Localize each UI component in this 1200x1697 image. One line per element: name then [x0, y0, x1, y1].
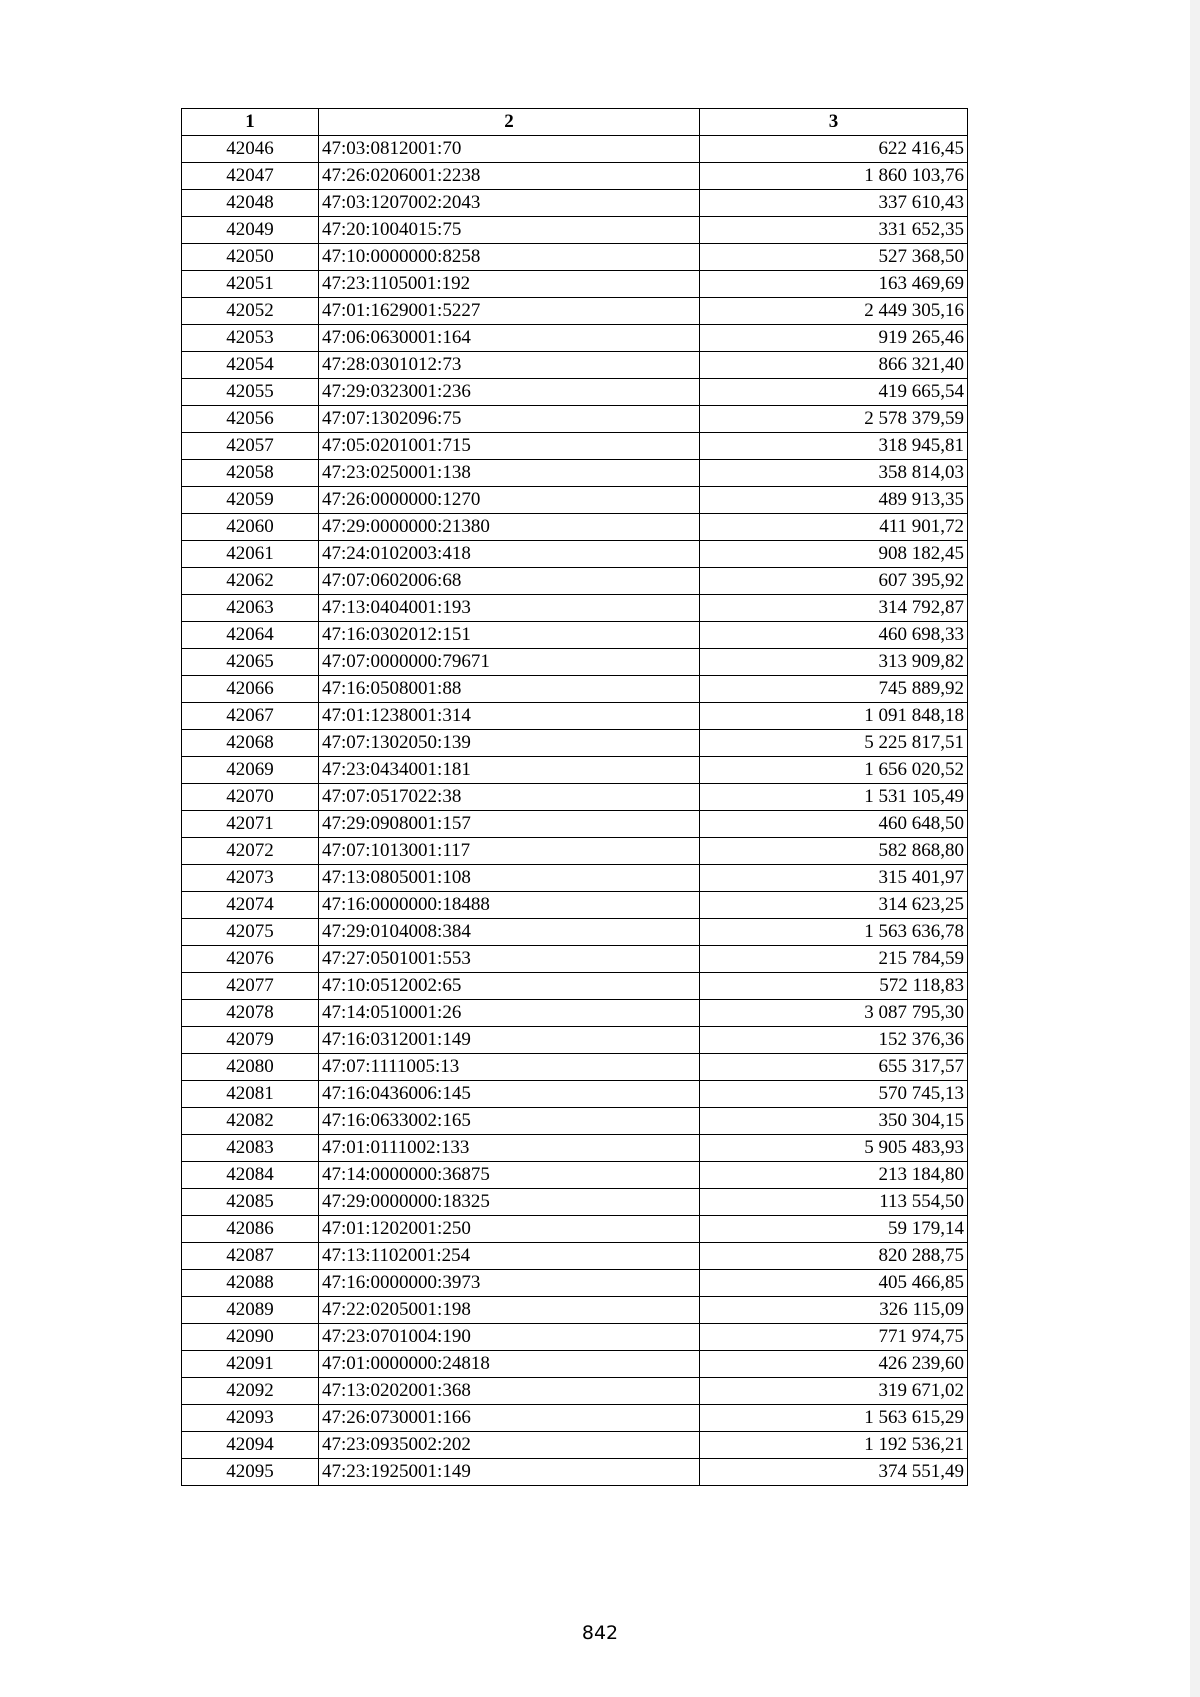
value-cell: 1 563 636,78: [700, 919, 968, 946]
cadastral-number-cell: 47:10:0000000:8258: [319, 244, 700, 271]
cadastral-number-cell: 47:23:0935002:202: [319, 1432, 700, 1459]
row-number-cell: 42049: [182, 217, 319, 244]
cadastral-number-cell: 47:01:0111002:133: [319, 1135, 700, 1162]
value-cell: 59 179,14: [700, 1216, 968, 1243]
value-cell: 919 265,46: [700, 325, 968, 352]
row-number-cell: 42070: [182, 784, 319, 811]
table-row: [182, 1189, 968, 1216]
header-cell-1: 1: [182, 109, 319, 136]
row-number-cell: 42067: [182, 703, 319, 730]
row-number-cell: 42094: [182, 1432, 319, 1459]
row-number-cell: 42050: [182, 244, 319, 271]
value-cell: 820 288,75: [700, 1243, 968, 1270]
row-number-cell: 42090: [182, 1324, 319, 1351]
value-cell: 314 792,87: [700, 595, 968, 622]
table-row: [182, 298, 968, 325]
value-cell: 908 182,45: [700, 541, 968, 568]
row-number-cell: 42080: [182, 1054, 319, 1081]
cadastral-number-cell: 47:01:1202001:250: [319, 1216, 700, 1243]
row-number-cell: 42047: [182, 163, 319, 190]
value-cell: 655 317,57: [700, 1054, 968, 1081]
table-row: [182, 217, 968, 244]
table-row: [182, 541, 968, 568]
cadastral-number-cell: 47:01:1238001:314: [319, 703, 700, 730]
row-number-cell: 42073: [182, 865, 319, 892]
cadastral-number-cell: 47:07:1302050:139: [319, 730, 700, 757]
row-number-cell: 42059: [182, 487, 319, 514]
cadastral-number-cell: 47:23:0434001:181: [319, 757, 700, 784]
value-cell: 215 784,59: [700, 946, 968, 973]
cadastral-number-cell: 47:13:1102001:254: [319, 1243, 700, 1270]
table-row: [182, 703, 968, 730]
cadastral-number-cell: 47:14:0000000:36875: [319, 1162, 700, 1189]
row-number-cell: 42095: [182, 1459, 319, 1486]
value-cell: 318 945,81: [700, 433, 968, 460]
header-cell-3: 3: [700, 109, 968, 136]
value-cell: 1 563 615,29: [700, 1405, 968, 1432]
value-cell: 1 091 848,18: [700, 703, 968, 730]
table-row: [182, 1405, 968, 1432]
table-row: [182, 811, 968, 838]
cadastral-number-cell: 47:03:0812001:70: [319, 136, 700, 163]
cadastral-number-cell: 47:29:0323001:236: [319, 379, 700, 406]
value-cell: 337 610,43: [700, 190, 968, 217]
row-number-cell: 42071: [182, 811, 319, 838]
cadastral-number-cell: 47:16:0633002:165: [319, 1108, 700, 1135]
value-cell: 319 671,02: [700, 1378, 968, 1405]
value-cell: 1 531 105,49: [700, 784, 968, 811]
value-cell: 313 909,82: [700, 649, 968, 676]
value-cell: 5 225 817,51: [700, 730, 968, 757]
row-number-cell: 42066: [182, 676, 319, 703]
table-row: [182, 1432, 968, 1459]
value-cell: 866 321,40: [700, 352, 968, 379]
row-number-cell: 42077: [182, 973, 319, 1000]
cadastral-number-cell: 47:06:0630001:164: [319, 325, 700, 352]
cadastral-number-cell: 47:14:0510001:26: [319, 1000, 700, 1027]
table-row: [182, 1054, 968, 1081]
table-row: [182, 730, 968, 757]
cadastral-number-cell: 47:07:0602006:68: [319, 568, 700, 595]
row-number-cell: 42065: [182, 649, 319, 676]
header-cell-2: 2: [319, 109, 700, 136]
row-number-cell: 42083: [182, 1135, 319, 1162]
cadastral-number-cell: 47:07:1013001:117: [319, 838, 700, 865]
cadastral-number-cell: 47:16:0000000:18488: [319, 892, 700, 919]
cadastral-number-cell: 47:24:0102003:418: [319, 541, 700, 568]
table-row: [182, 514, 968, 541]
value-cell: 2 578 379,59: [700, 406, 968, 433]
table-row: [182, 622, 968, 649]
row-number-cell: 42054: [182, 352, 319, 379]
row-number-cell: 42052: [182, 298, 319, 325]
cadastral-number-cell: 47:26:0730001:166: [319, 1405, 700, 1432]
page-number: 842: [581, 1622, 619, 1644]
cadastral-number-cell: 47:01:1629001:5227: [319, 298, 700, 325]
cadastral-number-cell: 47:28:0301012:73: [319, 352, 700, 379]
cadastral-number-cell: 47:26:0000000:1270: [319, 487, 700, 514]
table-body: [182, 136, 968, 1486]
table-row: [182, 919, 968, 946]
table-row: [182, 568, 968, 595]
row-number-cell: 42053: [182, 325, 319, 352]
row-number-cell: 42058: [182, 460, 319, 487]
row-number-cell: 42057: [182, 433, 319, 460]
cadastral-number-cell: 47:13:0805001:108: [319, 865, 700, 892]
table-row: [182, 406, 968, 433]
row-number-cell: 42078: [182, 1000, 319, 1027]
table-row: [182, 325, 968, 352]
table-row: [182, 379, 968, 406]
cadastral-number-cell: 47:16:0508001:88: [319, 676, 700, 703]
row-number-cell: 42072: [182, 838, 319, 865]
row-number-cell: 42060: [182, 514, 319, 541]
cadastral-number-cell: 47:13:0202001:368: [319, 1378, 700, 1405]
row-number-cell: 42048: [182, 190, 319, 217]
cadastral-number-cell: 47:29:0000000:18325: [319, 1189, 700, 1216]
cadastral-number-cell: 47:23:0701004:190: [319, 1324, 700, 1351]
value-cell: 5 905 483,93: [700, 1135, 968, 1162]
table-row: [182, 649, 968, 676]
table-row: [182, 1270, 968, 1297]
table-row: [182, 163, 968, 190]
cadastral-number-cell: 47:20:1004015:75: [319, 217, 700, 244]
cadastral-number-cell: 47:23:0250001:138: [319, 460, 700, 487]
table-row: [182, 1027, 968, 1054]
value-cell: 582 868,80: [700, 838, 968, 865]
row-number-cell: 42085: [182, 1189, 319, 1216]
value-cell: 622 416,45: [700, 136, 968, 163]
table-row: [182, 1108, 968, 1135]
cadastral-number-cell: 47:05:0201001:715: [319, 433, 700, 460]
row-number-cell: 42068: [182, 730, 319, 757]
cadastral-number-cell: 47:29:0000000:21380: [319, 514, 700, 541]
table-row: [182, 784, 968, 811]
table-row: [182, 1000, 968, 1027]
value-cell: 152 376,36: [700, 1027, 968, 1054]
cadastral-number-cell: 47:29:0104008:384: [319, 919, 700, 946]
cadastral-number-cell: 47:27:0501001:553: [319, 946, 700, 973]
value-cell: 426 239,60: [700, 1351, 968, 1378]
value-cell: 331 652,35: [700, 217, 968, 244]
value-cell: 213 184,80: [700, 1162, 968, 1189]
row-number-cell: 42051: [182, 271, 319, 298]
table-row: [182, 757, 968, 784]
table-row: [182, 1297, 968, 1324]
table-row: [182, 1162, 968, 1189]
cadastral-number-cell: 47:13:0404001:193: [319, 595, 700, 622]
row-number-cell: 42084: [182, 1162, 319, 1189]
cadastral-number-cell: 47:01:0000000:24818: [319, 1351, 700, 1378]
table-row: [182, 865, 968, 892]
row-number-cell: 42069: [182, 757, 319, 784]
table-header: [182, 109, 968, 136]
table-row: [182, 946, 968, 973]
table-row: [182, 136, 968, 163]
table-row: [182, 433, 968, 460]
value-cell: 771 974,75: [700, 1324, 968, 1351]
row-number-cell: 42092: [182, 1378, 319, 1405]
value-cell: 405 466,85: [700, 1270, 968, 1297]
cadastral-number-cell: 47:10:0512002:65: [319, 973, 700, 1000]
row-number-cell: 42046: [182, 136, 319, 163]
cadastral-number-cell: 47:23:1925001:149: [319, 1459, 700, 1486]
row-number-cell: 42074: [182, 892, 319, 919]
value-cell: 326 115,09: [700, 1297, 968, 1324]
value-cell: 350 304,15: [700, 1108, 968, 1135]
value-cell: 358 814,03: [700, 460, 968, 487]
value-cell: 570 745,13: [700, 1081, 968, 1108]
value-cell: 3 087 795,30: [700, 1000, 968, 1027]
value-cell: 572 118,83: [700, 973, 968, 1000]
cadastral-number-cell: 47:07:1111005:13: [319, 1054, 700, 1081]
cadastral-number-cell: 47:16:0436006:145: [319, 1081, 700, 1108]
cadastral-number-cell: 47:07:0517022:38: [319, 784, 700, 811]
row-number-cell: 42076: [182, 946, 319, 973]
table-row: [182, 1216, 968, 1243]
value-cell: 315 401,97: [700, 865, 968, 892]
table-row: [182, 244, 968, 271]
value-cell: 489 913,35: [700, 487, 968, 514]
table-row: [182, 1243, 968, 1270]
header-row: [182, 109, 968, 136]
cadastral-number-cell: 47:07:1302096:75: [319, 406, 700, 433]
row-number-cell: 42061: [182, 541, 319, 568]
value-cell: 2 449 305,16: [700, 298, 968, 325]
table-row: [182, 352, 968, 379]
table-row: [182, 190, 968, 217]
row-number-cell: 42082: [182, 1108, 319, 1135]
row-number-cell: 42064: [182, 622, 319, 649]
cadastral-number-cell: 47:07:0000000:79671: [319, 649, 700, 676]
row-number-cell: 42087: [182, 1243, 319, 1270]
table-row: [182, 892, 968, 919]
value-cell: 163 469,69: [700, 271, 968, 298]
row-number-cell: 42075: [182, 919, 319, 946]
value-cell: 411 901,72: [700, 514, 968, 541]
table-row: [182, 1378, 968, 1405]
table-row: [182, 838, 968, 865]
value-cell: 314 623,25: [700, 892, 968, 919]
row-number-cell: 42086: [182, 1216, 319, 1243]
value-cell: 1 860 103,76: [700, 163, 968, 190]
row-number-cell: 42089: [182, 1297, 319, 1324]
table-row: [182, 973, 968, 1000]
table-row: [182, 1324, 968, 1351]
value-cell: 419 665,54: [700, 379, 968, 406]
cadastral-number-cell: 47:29:0908001:157: [319, 811, 700, 838]
table-row: [182, 1135, 968, 1162]
value-cell: 1 656 020,52: [700, 757, 968, 784]
table-row: [182, 1351, 968, 1378]
cadastral-number-cell: 47:16:0302012:151: [319, 622, 700, 649]
table-row: [182, 676, 968, 703]
table-row: [182, 1081, 968, 1108]
row-number-cell: 42081: [182, 1081, 319, 1108]
data-table: [181, 108, 968, 1486]
row-number-cell: 42063: [182, 595, 319, 622]
value-cell: 460 648,50: [700, 811, 968, 838]
table-row: [182, 595, 968, 622]
row-number-cell: 42091: [182, 1351, 319, 1378]
cadastral-number-cell: 47:16:0312001:149: [319, 1027, 700, 1054]
table-row: [182, 271, 968, 298]
value-cell: 527 368,50: [700, 244, 968, 271]
row-number-cell: 42055: [182, 379, 319, 406]
value-cell: 374 551,49: [700, 1459, 968, 1486]
value-cell: 607 395,92: [700, 568, 968, 595]
row-number-cell: 42062: [182, 568, 319, 595]
cadastral-number-cell: 47:16:0000000:3973: [319, 1270, 700, 1297]
value-cell: 745 889,92: [700, 676, 968, 703]
value-cell: 113 554,50: [700, 1189, 968, 1216]
table-row: [182, 1459, 968, 1486]
row-number-cell: 42056: [182, 406, 319, 433]
cadastral-number-cell: 47:23:1105001:192: [319, 271, 700, 298]
value-cell: 1 192 536,21: [700, 1432, 968, 1459]
cadastral-number-cell: 47:22:0205001:198: [319, 1297, 700, 1324]
row-number-cell: 42093: [182, 1405, 319, 1432]
row-number-cell: 42088: [182, 1270, 319, 1297]
cadastral-number-cell: 47:03:1207002:2043: [319, 190, 700, 217]
row-number-cell: 42079: [182, 1027, 319, 1054]
cadastral-number-cell: 47:26:0206001:2238: [319, 163, 700, 190]
table-row: [182, 460, 968, 487]
page-edge-shadow: [1190, 0, 1200, 1697]
table-row: [182, 487, 968, 514]
value-cell: 460 698,33: [700, 622, 968, 649]
